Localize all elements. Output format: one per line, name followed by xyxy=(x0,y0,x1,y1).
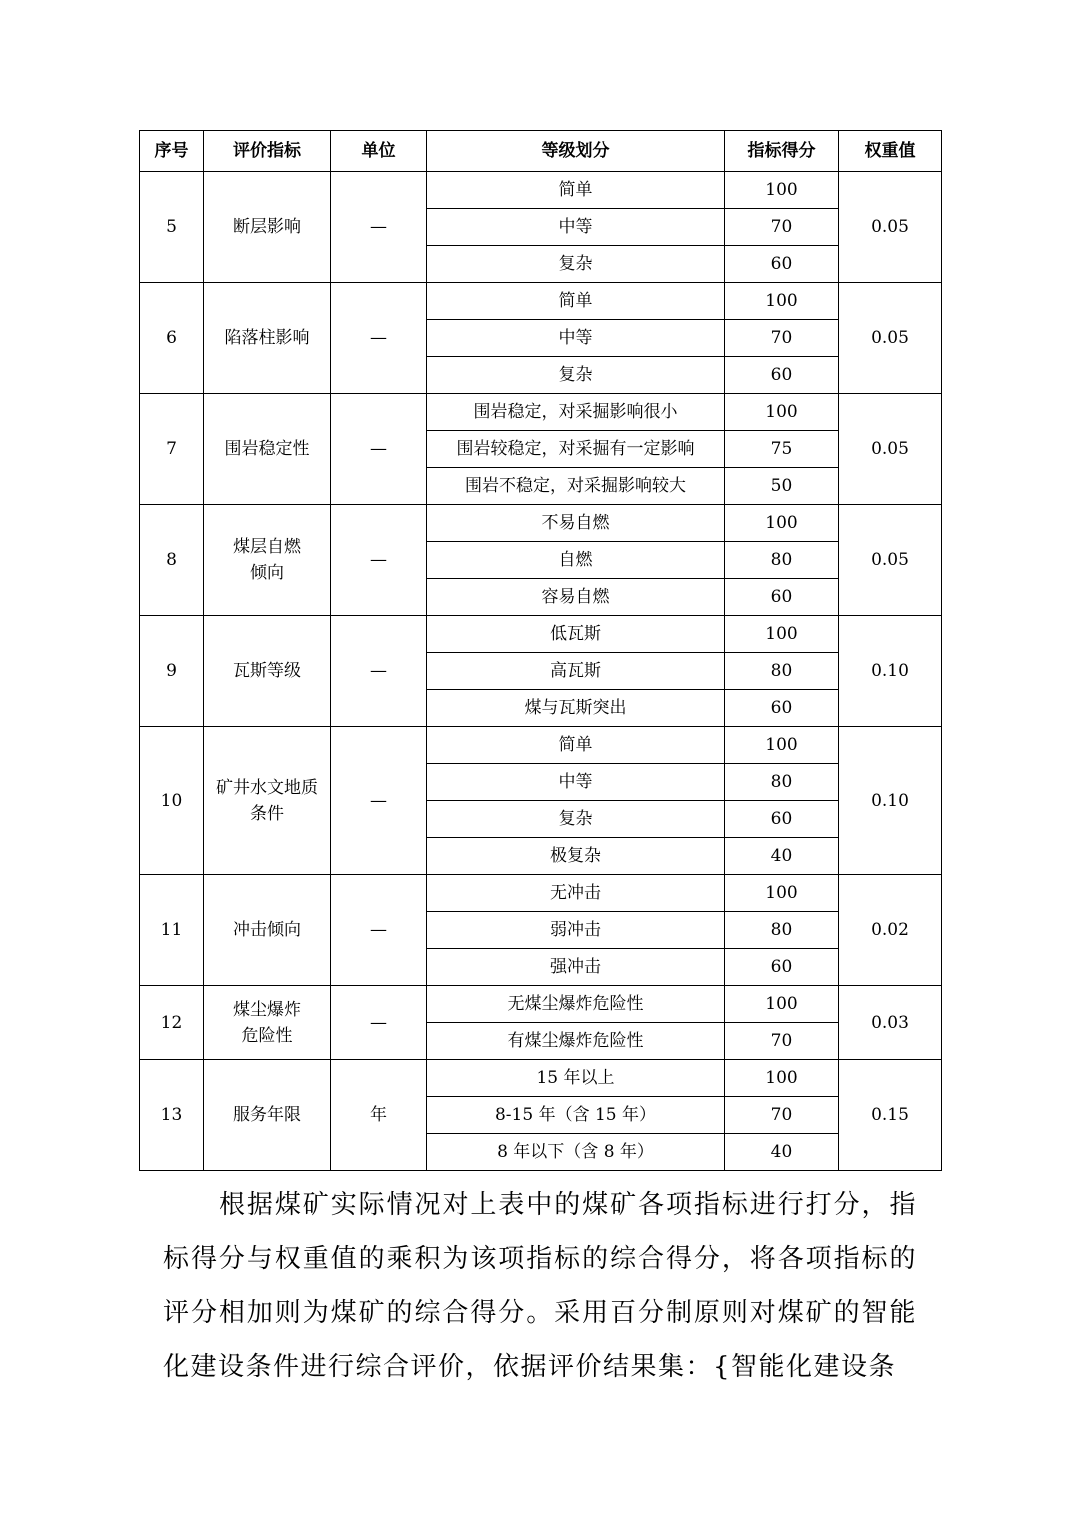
cell-no: 13 xyxy=(140,1060,204,1171)
cell-grade: 简单 xyxy=(427,172,725,209)
cell-no: 12 xyxy=(140,986,204,1060)
cell-unit: — xyxy=(331,616,427,727)
cell-score: 100 xyxy=(725,727,839,764)
cell-score: 80 xyxy=(725,764,839,801)
indicator-line: 瓦斯等级 xyxy=(233,661,301,681)
cell-score: 100 xyxy=(725,172,839,209)
cell-weight: 0.03 xyxy=(839,986,942,1060)
cell-indicator xyxy=(204,727,331,875)
cell-unit: — xyxy=(331,172,427,283)
cell-grade: 高瓦斯 xyxy=(427,653,725,690)
cell-unit: — xyxy=(331,727,427,875)
cell-score: 70 xyxy=(725,1023,839,1060)
table-body xyxy=(140,172,942,1171)
cell-grade: 中等 xyxy=(427,209,725,246)
cell-unit: — xyxy=(331,505,427,616)
indicator-line: 煤尘爆炸 xyxy=(233,999,301,1020)
header-unit: 单位 xyxy=(331,131,427,172)
indicator-line: 煤层自燃 xyxy=(233,537,301,557)
cell-grade: 有煤尘爆炸危险性 xyxy=(427,1023,725,1060)
header-grade: 等级划分 xyxy=(427,131,725,172)
indicator-line: 倾向 xyxy=(250,563,284,583)
cell-indicator xyxy=(204,1060,331,1171)
indicator-line: 冲击倾向 xyxy=(233,920,301,940)
cell-indicator xyxy=(204,986,331,1060)
cell-grade: 围岩不稳定，对采掘影响较大 xyxy=(427,468,725,505)
cell-unit: — xyxy=(331,875,427,986)
cell-score: 70 xyxy=(725,1097,839,1134)
cell-no: 9 xyxy=(140,616,204,727)
cell-score: 60 xyxy=(725,801,839,838)
cell-grade: 无冲击 xyxy=(427,875,725,912)
cell-score: 100 xyxy=(725,986,839,1023)
cell-unit: 年 xyxy=(331,1060,427,1171)
cell-weight: 0.05 xyxy=(839,283,942,394)
header-no: 序号 xyxy=(140,131,204,172)
cell-grade: 中等 xyxy=(427,320,725,357)
header-score: 指标得分 xyxy=(725,131,839,172)
cell-grade: 不易自燃 xyxy=(427,505,725,542)
cell-score: 40 xyxy=(725,1134,839,1171)
cell-score: 100 xyxy=(725,283,839,320)
table-header-row xyxy=(140,131,942,172)
table-row xyxy=(140,727,942,764)
cell-unit: — xyxy=(331,283,427,394)
cell-unit: — xyxy=(331,394,427,505)
table-row xyxy=(140,283,942,320)
indicator-line: 条件 xyxy=(250,803,284,824)
cell-grade: 煤与瓦斯突出 xyxy=(427,690,725,727)
cell-no: 11 xyxy=(140,875,204,986)
cell-weight: 0.05 xyxy=(839,172,942,283)
cell-score: 70 xyxy=(725,209,839,246)
indicator-line: 危险性 xyxy=(241,1025,293,1046)
cell-score: 100 xyxy=(725,1060,839,1097)
cell-score: 60 xyxy=(725,579,839,616)
cell-score: 80 xyxy=(725,542,839,579)
cell-no: 5 xyxy=(140,172,204,283)
cell-score: 100 xyxy=(725,875,839,912)
indicator-line: 陷落柱影响 xyxy=(224,328,310,348)
cell-score: 60 xyxy=(725,949,839,986)
cell-grade: 复杂 xyxy=(427,801,725,838)
cell-score: 60 xyxy=(725,246,839,283)
table-row xyxy=(140,172,942,209)
cell-grade: 围岩较稳定，对采掘有一定影响 xyxy=(427,431,725,468)
cell-grade: 中等 xyxy=(427,764,725,801)
cell-no: 10 xyxy=(140,727,204,875)
cell-no: 7 xyxy=(140,394,204,505)
cell-score: 60 xyxy=(725,357,839,394)
header-weight: 权重值 xyxy=(839,131,942,172)
cell-grade: 无煤尘爆炸危险性 xyxy=(427,986,725,1023)
table-row xyxy=(140,505,942,542)
cell-score: 100 xyxy=(725,505,839,542)
cell-grade: 简单 xyxy=(427,727,725,764)
cell-indicator xyxy=(204,505,331,616)
evaluation-table xyxy=(139,130,942,1171)
indicator-line: 矿井水文地质 xyxy=(216,777,318,798)
cell-weight: 0.05 xyxy=(839,505,942,616)
cell-grade: 低瓦斯 xyxy=(427,616,725,653)
cell-grade: 自燃 xyxy=(427,542,725,579)
cell-indicator xyxy=(204,875,331,986)
body-paragraph: 根据煤矿实际情况对上表中的煤矿各项指标进行打分，指标得分与权重值的乘积为该项指标的综合得分，将各项指标的评分相加则为煤矿的综合得分。采用百分制原则对煤矿的智能化建设条件进行综合评价，依据评价结果集：{智能化建设条 xyxy=(163,1190,917,1382)
cell-grade: 8-15 年（含 15 年） xyxy=(427,1097,725,1134)
table-row xyxy=(140,616,942,653)
cell-grade: 复杂 xyxy=(427,357,725,394)
indicator-line: 断层影响 xyxy=(233,217,301,237)
cell-score: 100 xyxy=(725,394,839,431)
cell-no: 8 xyxy=(140,505,204,616)
cell-score: 70 xyxy=(725,320,839,357)
cell-weight: 0.15 xyxy=(839,1060,942,1171)
cell-grade: 强冲击 xyxy=(427,949,725,986)
cell-weight: 0.10 xyxy=(839,727,942,875)
table-row xyxy=(140,394,942,431)
cell-grade: 8 年以下（含 8 年） xyxy=(427,1134,725,1171)
cell-unit: — xyxy=(331,986,427,1060)
indicator-line: 服务年限 xyxy=(233,1105,301,1125)
cell-weight: 0.10 xyxy=(839,616,942,727)
cell-score: 80 xyxy=(725,912,839,949)
table-row xyxy=(140,1060,942,1097)
cell-grade: 15 年以上 xyxy=(427,1060,725,1097)
cell-grade: 围岩稳定，对采掘影响很小 xyxy=(427,394,725,431)
cell-score: 50 xyxy=(725,468,839,505)
cell-indicator xyxy=(204,283,331,394)
cell-score: 100 xyxy=(725,616,839,653)
cell-indicator xyxy=(204,172,331,283)
cell-grade: 容易自燃 xyxy=(427,579,725,616)
cell-grade: 弱冲击 xyxy=(427,912,725,949)
cell-grade: 复杂 xyxy=(427,246,725,283)
cell-score: 60 xyxy=(725,690,839,727)
table-row xyxy=(140,986,942,1023)
cell-weight: 0.05 xyxy=(839,394,942,505)
header-indicator: 评价指标 xyxy=(204,131,331,172)
cell-indicator xyxy=(204,394,331,505)
cell-indicator xyxy=(204,616,331,727)
cell-score: 40 xyxy=(725,838,839,875)
cell-grade: 极复杂 xyxy=(427,838,725,875)
indicator-line: 围岩稳定性 xyxy=(224,439,310,459)
cell-score: 80 xyxy=(725,653,839,690)
cell-no: 6 xyxy=(140,283,204,394)
cell-grade: 简单 xyxy=(427,283,725,320)
table-row xyxy=(140,875,942,912)
cell-weight: 0.02 xyxy=(839,875,942,986)
cell-score: 75 xyxy=(725,431,839,468)
